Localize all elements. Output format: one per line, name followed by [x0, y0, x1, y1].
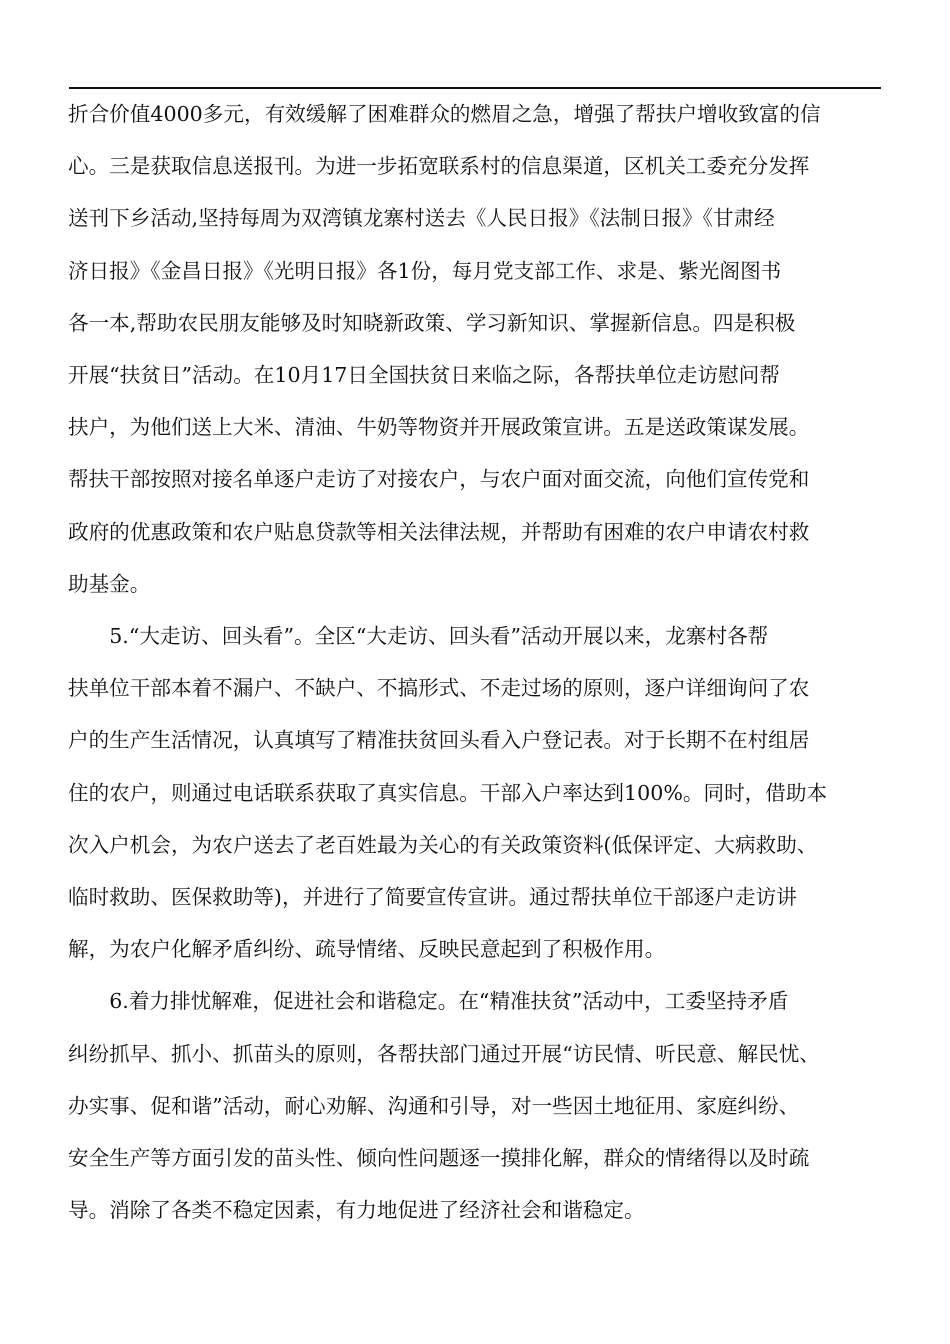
text-line: 政府的优惠政策和农户贴息贷款等相关法律法规，并帮助有困难的农户申请农村救: [68, 519, 810, 544]
text-line: 扶户，为他们送上大米、清油、牛奶等物资并开展政策宣讲。五是送政策谋发展。: [68, 415, 810, 440]
paragraph-item-5: [68, 610, 888, 975]
text-line: 住的农户，则通过电话联系获取了真实信息。干部入户率达到100%。同时，借助本: [68, 780, 828, 805]
text-line: 临时救助、医保救助等)，并进行了简要宣传宣讲。通过帮扶单位干部逐户走访讲: [68, 885, 797, 910]
text-line: 安全生产等方面引发的苗头性、倾向性问题逐一摸排化解，群众的情绪得以及时疏: [68, 1146, 810, 1171]
text-line: 各一本,帮助农民朋友能够及时知晓新政策、学习新知识、掌握新信息。四是积极: [68, 310, 796, 335]
text-line: 济日报》《金昌日报》《光明日报》各1份，每月党支部工作、求是、紫光阁图书: [68, 258, 782, 283]
document-body: [68, 88, 888, 1236]
text-line: 次入户机会，为农户送去了老百姓最为关心的有关政策资料(低保评定、大病救助、: [68, 832, 818, 857]
text-line: 送刊下乡活动,坚持每周为双湾镇龙寨村送去《人民日报》《法制日报》《甘肃经: [68, 206, 775, 231]
text-line: 折合价值4000多元，有效缓解了困难群众的燃眉之急，增强了帮扶户增收致富的信: [68, 102, 821, 126]
text-line: 户的生产生活情况，认真填写了精准扶贫回头看入户登记表。对于长期不在村组居: [68, 728, 810, 753]
text-line: 开展“扶贫日”活动。在10月17日全国扶贫日来临之际，各帮扶单位走访慰问帮: [68, 363, 780, 388]
paragraph-item-6: [68, 975, 888, 1236]
text-line: 办实事、促和谐”活动，耐心劝解、沟通和引导，对一些因土地征用、家庭纠纷、: [68, 1093, 800, 1118]
text-line: 扶单位干部本着不漏户、不缺户、不搞形式、不走过场的原则，逐户详细询问了农: [68, 676, 810, 701]
text-line: 帮扶干部按照对接名单逐户走访了对接农户，与农户面对面交流，向他们宣传党和: [68, 467, 810, 492]
text-line: 解，为农户化解矛盾纠纷、疏导情绪、反映民意起到了积极作用。: [68, 937, 666, 962]
text-line: 5.“大走访、回头看”。全区“大走访、回头看”活动开展以来，龙寨村各帮: [109, 624, 769, 649]
text-line: 助基金。: [68, 571, 151, 596]
paragraph-continued: [68, 88, 888, 610]
text-line: 导。消除了各类不稳定因素，有力地促进了经济社会和谐稳定。: [68, 1198, 645, 1223]
text-line: 6.着力排忧解难，促进社会和谐稳定。在“精准扶贫”活动中，工委坚持矛盾: [109, 989, 789, 1014]
text-line: 纠纷抓早、抓小、抓苗头的原则，各帮扶部门通过开展“访民情、听民意、解民忧、: [68, 1041, 820, 1066]
text-line: 心。三是获取信息送报刊。为进一步拓宽联系村的信息渠道，区机关工委充分发挥: [68, 154, 810, 179]
